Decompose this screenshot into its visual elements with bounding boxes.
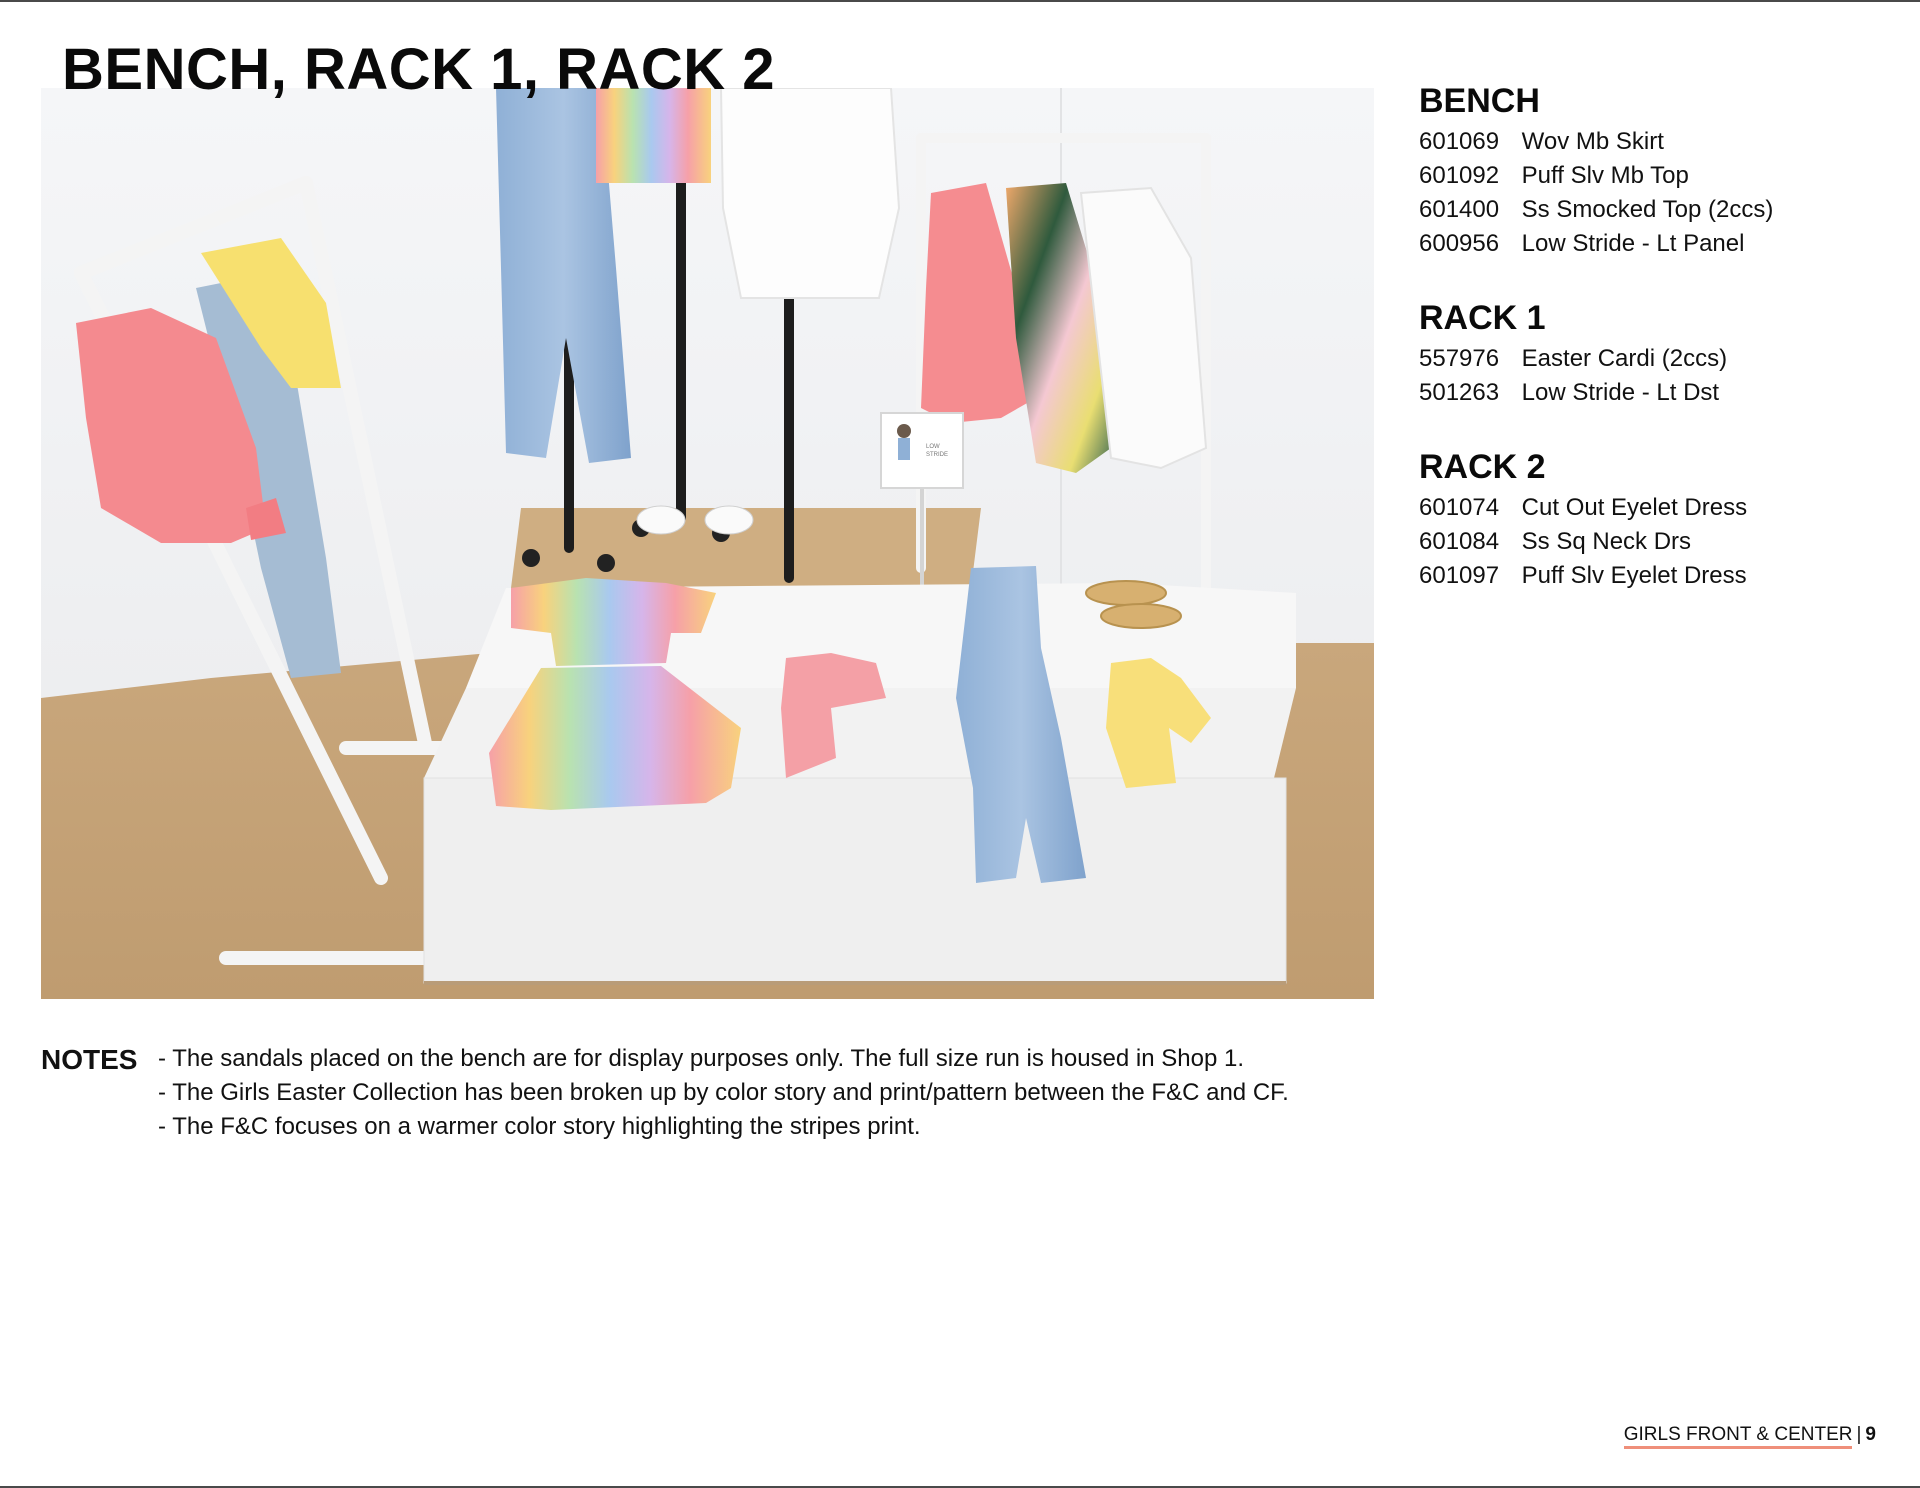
section-rack-2 bbox=[1419, 448, 1899, 593]
item-name: Cut Out Eyelet Dress bbox=[1521, 494, 1748, 521]
page-number: 9 bbox=[1865, 1424, 1876, 1445]
item-code: 601097 bbox=[1419, 562, 1500, 589]
list-item bbox=[1419, 559, 1899, 593]
item-name: Puff Slv Eyelet Dress bbox=[1521, 562, 1747, 589]
item-name: Low Stride - Lt Panel bbox=[1521, 230, 1745, 257]
note-line: - The sandals placed on the bench are for display purposes only. The full size run is housed in Shop 1. bbox=[158, 1045, 1244, 1072]
section-rack-1 bbox=[1419, 299, 1899, 410]
section-bench bbox=[1419, 82, 1899, 261]
item-code: 601092 bbox=[1419, 162, 1500, 189]
item-name: Puff Slv Mb Top bbox=[1521, 162, 1689, 189]
item-name: Low Stride - Lt Dst bbox=[1521, 379, 1720, 406]
item-name: Ss Smocked Top (2ccs) bbox=[1521, 196, 1774, 223]
section-heading-rack-2: RACK 2 bbox=[1419, 448, 1546, 486]
note-line: - The F&C focuses on a warmer color story highlighting the stripes print. bbox=[158, 1113, 921, 1140]
list-item bbox=[1419, 125, 1899, 159]
list-item bbox=[1419, 342, 1899, 376]
list-item bbox=[1419, 376, 1899, 410]
item-code: 557976 bbox=[1419, 345, 1500, 372]
list-item bbox=[1419, 159, 1899, 193]
item-code: 601400 bbox=[1419, 196, 1500, 223]
item-lists bbox=[1419, 82, 1899, 631]
item-code: 601084 bbox=[1419, 528, 1500, 555]
item-name: Wov Mb Skirt bbox=[1521, 128, 1664, 155]
list-item bbox=[1419, 525, 1899, 559]
page-footer bbox=[1624, 1424, 1876, 1446]
display-photo bbox=[41, 88, 1374, 999]
note-line: - The Girls Easter Collection has been broken up by color story and print/pattern between the F&C and CF. bbox=[158, 1079, 1289, 1106]
page-title: BENCH, RACK 1, RACK 2 bbox=[62, 37, 776, 102]
item-code: 501263 bbox=[1419, 379, 1500, 406]
notes-list bbox=[158, 1042, 1289, 1144]
footer-separator: | bbox=[1856, 1424, 1862, 1445]
item-code: 600956 bbox=[1419, 230, 1500, 257]
sign-text-stride: STRIDE bbox=[926, 452, 949, 458]
list-item bbox=[1419, 227, 1899, 261]
notes-label: NOTES bbox=[41, 1044, 138, 1075]
item-name: Ss Sq Neck Drs bbox=[1521, 528, 1692, 555]
item-name: Easter Cardi (2ccs) bbox=[1521, 345, 1728, 372]
footer-title: GIRLS FRONT & CENTER bbox=[1624, 1424, 1853, 1449]
list-item bbox=[1419, 491, 1899, 525]
sign-text-low: LOW bbox=[926, 444, 940, 450]
top-rule bbox=[0, 0, 1920, 2]
display-photo-illustration bbox=[41, 88, 1374, 999]
list-item bbox=[1419, 193, 1899, 227]
item-code: 601069 bbox=[1419, 128, 1500, 155]
section-heading-bench: BENCH bbox=[1419, 82, 1540, 120]
section-heading-rack-1: RACK 1 bbox=[1419, 299, 1546, 337]
item-code: 601074 bbox=[1419, 494, 1500, 521]
